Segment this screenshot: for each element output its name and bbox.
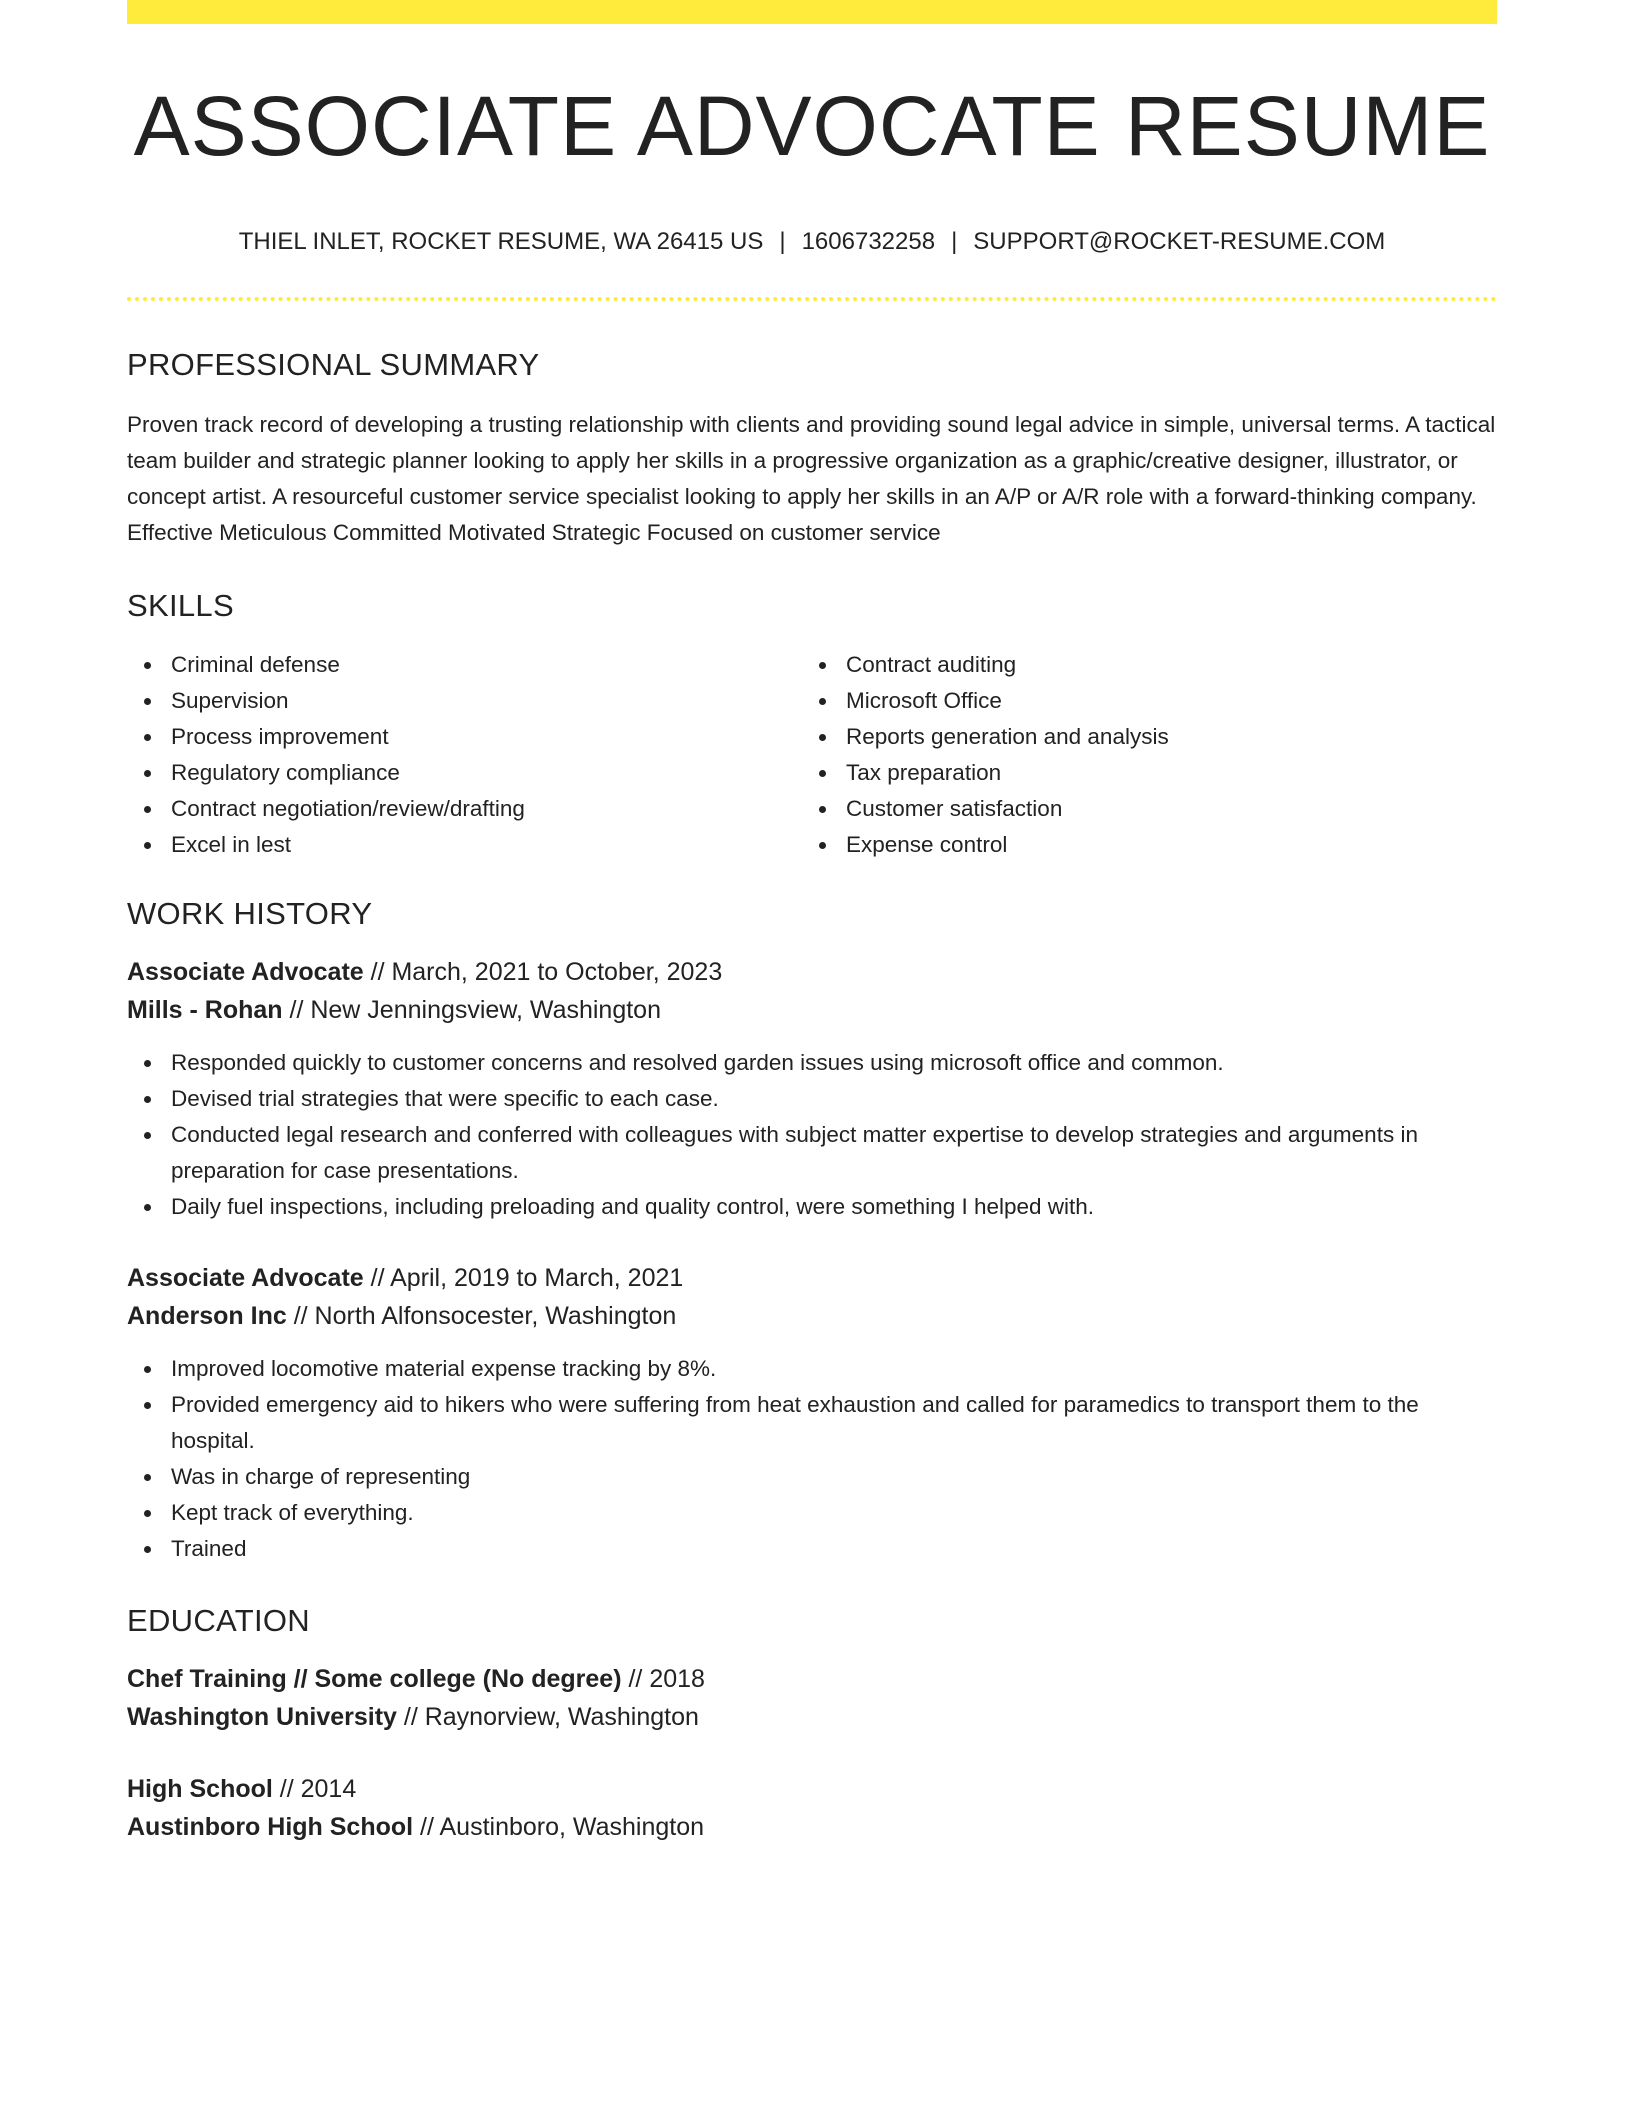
job-bullet: Kept track of everything. bbox=[127, 1495, 1497, 1531]
job-dates: // March, 2021 to October, 2023 bbox=[363, 958, 723, 986]
education-school-line bbox=[127, 1698, 1497, 1736]
dotted-divider bbox=[127, 297, 1497, 301]
education-heading: EDUCATION bbox=[127, 1603, 310, 1638]
contact-separator: | bbox=[779, 228, 786, 255]
skill-item: Contract auditing bbox=[802, 647, 1477, 683]
job-dates: // April, 2019 to March, 2021 bbox=[363, 1264, 684, 1292]
contact-email: SUPPORT@ROCKET-RESUME.COM bbox=[973, 228, 1386, 255]
skills-heading: SKILLS bbox=[127, 588, 234, 623]
summary-text: Proven track record of developing a trusting relationship with clients and providing sound legal advice in simple, universal terms. A tactical team builder and strategic planner looking to apply her skills in a progressive organization as a graphic/creative designer, illustrator, or concept artist. A resourceful customer service specialist looking to apply her skills in an A/P or A/R role with a forward-thinking company. Effective Meticulous Committed Motivated Strategic Focused on customer service bbox=[127, 412, 1496, 545]
work-history-heading: WORK HISTORY bbox=[127, 896, 373, 931]
job-bullet: Trained bbox=[127, 1531, 1497, 1567]
job-bullet: Was in charge of representing bbox=[127, 1459, 1497, 1495]
skill-item: Excel in lest bbox=[127, 827, 802, 863]
education-degree: Chef Training // Some college (No degree) bbox=[127, 1665, 622, 1693]
education-location: // Raynorview, Washington bbox=[396, 1703, 699, 1731]
job-bullet: Responded quickly to customer concerns and resolved garden issues using microsoft office and common. bbox=[127, 1045, 1497, 1081]
job-bullet: Provided emergency aid to hikers who were suffering from heat exhaustion and called for paramedics to transport them to the hospital. bbox=[127, 1387, 1497, 1459]
education-year: // 2018 bbox=[621, 1665, 705, 1693]
job-title: Associate Advocate bbox=[127, 958, 364, 986]
job-title: Associate Advocate bbox=[127, 1264, 364, 1292]
job-bullet: Devised trial strategies that were specific to each case. bbox=[127, 1081, 1497, 1117]
skill-item: Criminal defense bbox=[127, 647, 802, 683]
job-location: // North Alfonsocester, Washington bbox=[286, 1302, 677, 1330]
job-company: Mills - Rohan bbox=[127, 996, 283, 1024]
job-bullets bbox=[127, 1351, 1497, 1567]
skill-item: Expense control bbox=[802, 827, 1477, 863]
skill-item: Customer satisfaction bbox=[802, 791, 1477, 827]
job-company-line bbox=[127, 991, 1497, 1029]
job-bullet: Conducted legal research and conferred with colleagues with subject matter expertise to develop strategies and arguments in preparation for case presentations. bbox=[127, 1117, 1497, 1189]
skill-item: Process improvement bbox=[127, 719, 802, 755]
education-entry bbox=[127, 1770, 1497, 1846]
education-degree-line bbox=[127, 1660, 1497, 1698]
job-entry bbox=[127, 953, 1497, 1225]
resume-title: ASSOCIATE ADVOCATE RESUME bbox=[133, 79, 1491, 173]
education-degree: High School bbox=[127, 1775, 273, 1803]
skill-item: Contract negotiation/review/drafting bbox=[127, 791, 802, 827]
skills-column-right bbox=[802, 647, 1477, 863]
contact-address: THIEL INLET, ROCKET RESUME, WA 26415 US bbox=[238, 228, 764, 255]
job-company: Anderson Inc bbox=[127, 1302, 287, 1330]
job-location: // New Jenningsview, Washington bbox=[282, 996, 661, 1024]
skill-item: Regulatory compliance bbox=[127, 755, 802, 791]
summary-heading: PROFESSIONAL SUMMARY bbox=[127, 347, 540, 382]
skills-list bbox=[127, 647, 1497, 863]
job-title-line bbox=[127, 1259, 1497, 1297]
education-degree-line bbox=[127, 1770, 1497, 1808]
accent-bar bbox=[127, 0, 1497, 24]
education-entry bbox=[127, 1660, 1497, 1736]
job-bullet: Improved locomotive material expense tracking by 8%. bbox=[127, 1351, 1497, 1387]
education-school: Austinboro High School bbox=[127, 1813, 414, 1841]
job-company-line bbox=[127, 1297, 1497, 1335]
skills-column-left bbox=[127, 647, 802, 863]
job-bullet: Daily fuel inspections, including preloading and quality control, were something I helped with. bbox=[127, 1189, 1497, 1225]
job-entry bbox=[127, 1259, 1497, 1567]
skill-item: Microsoft Office bbox=[802, 683, 1477, 719]
skill-item: Reports generation and analysis bbox=[802, 719, 1477, 755]
job-title-line bbox=[127, 953, 1497, 991]
skill-item: Supervision bbox=[127, 683, 802, 719]
education-school: Washington University bbox=[127, 1703, 397, 1731]
contact-line bbox=[127, 230, 1497, 254]
job-bullets bbox=[127, 1045, 1497, 1225]
education-location: // Austinboro, Washington bbox=[413, 1813, 704, 1841]
education-year: // 2014 bbox=[272, 1775, 357, 1803]
contact-separator: | bbox=[951, 228, 958, 255]
resume-page bbox=[127, 0, 1497, 1846]
education-school-line bbox=[127, 1808, 1497, 1846]
contact-phone: 1606732258 bbox=[801, 228, 936, 255]
skill-item: Tax preparation bbox=[802, 755, 1477, 791]
